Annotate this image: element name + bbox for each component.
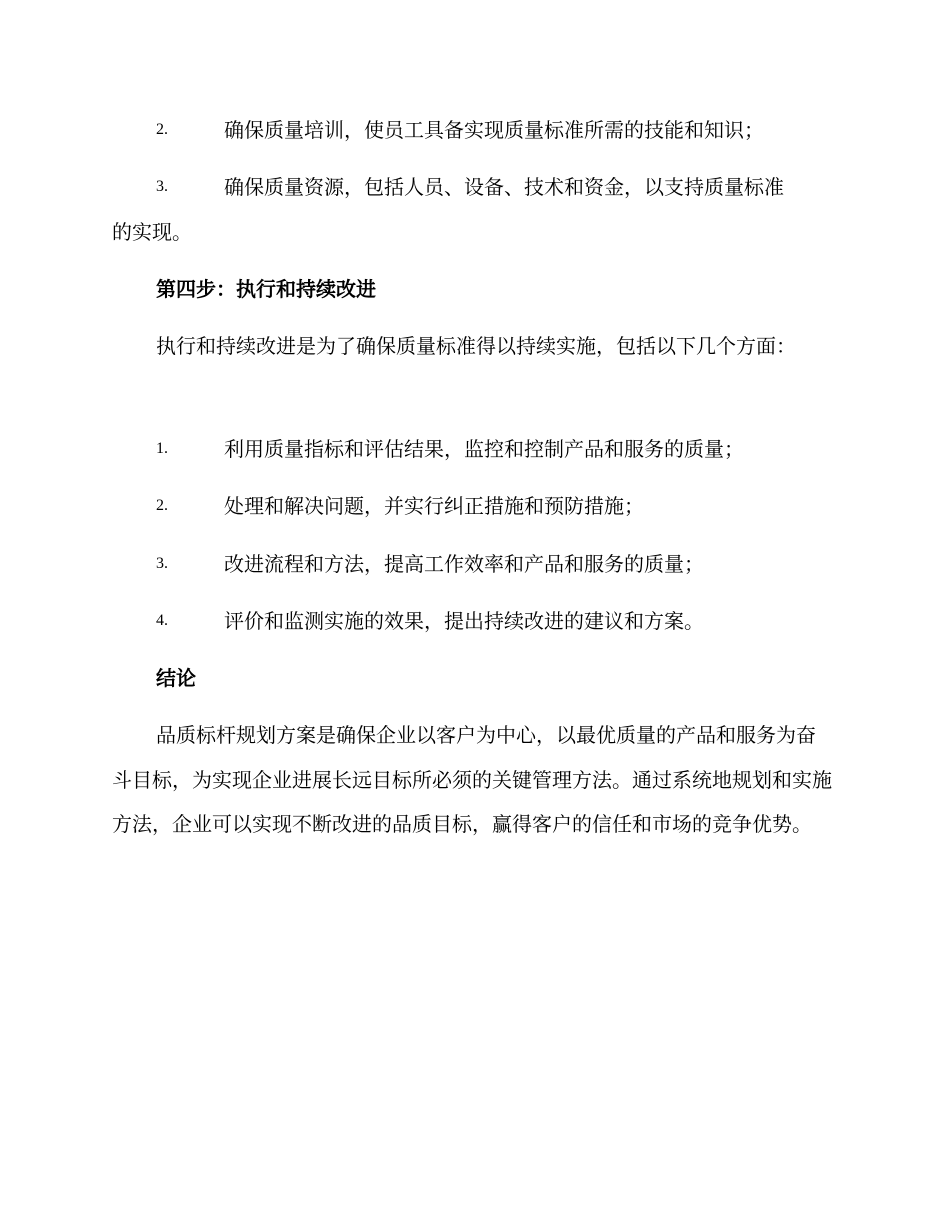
- list-text: 评价和监测实施的效果，提出持续改进的建议和方案。: [224, 609, 704, 633]
- list-text: 确保质量培训，使员工具备实现质量标准所需的技能和知识；: [224, 118, 764, 142]
- section-heading-conclusion: 结论: [156, 666, 196, 690]
- list-number: 3.: [156, 555, 168, 572]
- list-number: 1.: [156, 440, 168, 457]
- list-text: 处理和解决问题，并实行纠正措施和预防措施；: [224, 494, 644, 518]
- list-number: 4.: [156, 612, 168, 629]
- list-text: 改进流程和方法，提高工作效率和产品和服务的质量；: [224, 552, 704, 576]
- conclusion-paragraph: 品质标杆规划方案是确保企业以客户为中心，以最优质量的产品和服务为奋斗目标，为实现企业进展长远目标所必须的关键管理方法。通过系统地规划和实施方法，企业可以实现不断改进的品质目标，赢得客户的信任和市场的竞争优势。: [112, 723, 832, 836]
- list-number: 3.: [156, 178, 168, 195]
- step4-intro-paragraph: 执行和持续改进是为了确保质量标准得以持续实施，包括以下几个方面：: [156, 334, 796, 358]
- list-number: 2.: [156, 121, 168, 138]
- section-heading-step4: 第四步：执行和持续改进: [156, 277, 376, 301]
- list-text-continuation: 的实现。: [112, 220, 192, 244]
- list-text: 利用质量指标和评估结果，监控和控制产品和服务的质量；: [224, 437, 744, 461]
- list-number: 2.: [156, 497, 168, 514]
- list-text: 确保质量资源，包括人员、设备、技术和资金，以支持质量标准: [224, 175, 784, 199]
